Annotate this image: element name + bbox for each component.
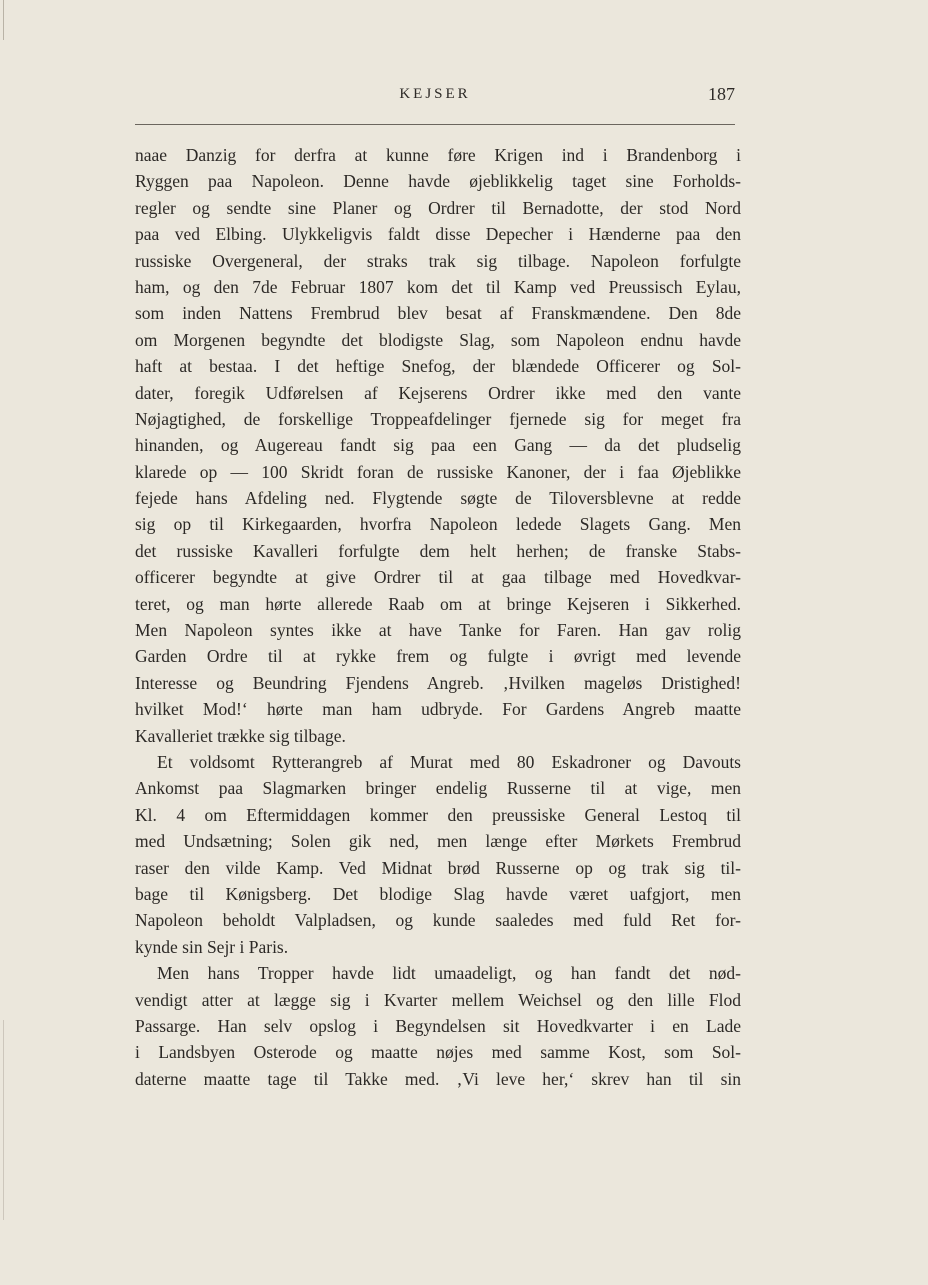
scan-edge-mark	[3, 0, 4, 40]
text-line: ham, og den 7de Februar 1807 kom det til Kamp ved Preussisch Eylau,	[135, 276, 741, 297]
text-line: dater, foregik Udførelsen af Kejserens Ordrer ikke med den vante	[135, 382, 741, 403]
text-line: Men Napoleon syntes ikke at have Tanke for Faren. Han gav rolig	[135, 620, 741, 641]
text-line: hinanden, og Augereau fandt sig paa een Gang — da det pludselig	[135, 435, 741, 456]
text-line: sig op til Kirkegaarden, hvorfra Napoleon ledede Slagets Gang. Men	[135, 514, 741, 535]
text-line: Nøjagtighed, de forskellige Troppeafdelinger fjernede sig for meget fra	[135, 408, 741, 429]
text-line: Garden Ordre til at rykke frem og fulgte i øvrigt med levende	[135, 646, 741, 667]
header-rule	[135, 124, 735, 125]
text-line: fejede hans Afdeling ned. Flygtende søgte de Tiloversblevne at redde	[135, 488, 741, 509]
text-line: Ankomst paa Slagmarken bringer endelig Russerne til at vige, men	[135, 778, 741, 799]
text-line: vendigt atter at lægge sig i Kvarter mellem Weichsel og den lille Flod	[135, 989, 741, 1010]
page-number: 187	[708, 84, 735, 104]
scan-edge-mark	[3, 1020, 4, 1220]
text-line: paa ved Elbing. Ulykkeligvis faldt disse Depecher i Hænderne paa den	[135, 224, 741, 245]
body-text	[135, 142, 741, 1092]
text-line: daterne maatte tage til Takke med. ‚Vi leve her,‘ skrev han til sin	[135, 1068, 741, 1089]
text-line: med Undsætning; Solen gik ned, men længe efter Mørkets Frembrud	[135, 831, 741, 852]
text-line: Kavalleriet trække sig tilbage.	[135, 725, 346, 746]
running-head: KEJSER	[399, 86, 471, 102]
text-line: naae Danzig for derfra at kunne føre Krigen ind i Brandenborg i	[135, 145, 741, 165]
text-line: som inden Nattens Frembrud blev besat af Franskmændene. Den 8de	[135, 303, 741, 324]
text-line: klarede op — 100 Skridt foran de russiske Kanoner, der i faa Øjeblikke	[135, 461, 741, 482]
text-line: Ryggen paa Napoleon. Denne havde øjeblikkelig taget sine Forholds-	[135, 171, 741, 192]
text-line: hvilket Mod!‘ hørte man ham udbryde. For Gardens Angreb maatte	[135, 699, 741, 720]
text-line: haft at bestaa. I det heftige Snefog, der blændede Officerer og Sol-	[135, 356, 741, 377]
text-line: om Morgenen begyndte det blodigste Slag, som Napoleon endnu havde	[135, 329, 741, 350]
text-line: officerer begyndte at give Ordrer til at gaa tilbage med Hovedkvar-	[135, 567, 741, 588]
text-line: bage til Kønigsberg. Det blodige Slag havde været uafgjort, men	[135, 883, 741, 904]
text-line: teret, og man hørte allerede Raab om at bringe Kejseren i Sikkerhed.	[135, 593, 741, 614]
text-line: regler og sendte sine Planer og Ordrer til Bernadotte, der stod Nord	[135, 197, 741, 218]
text-line: Passarge. Han selv opslog i Begyndelsen sit Hovedkvarter i en Lade	[135, 1015, 741, 1036]
text-line: Kl. 4 om Eftermiddagen kommer den preussiske General Lestoq til	[135, 804, 741, 825]
text-line: russiske Overgeneral, der straks trak sig tilbage. Napoleon forfulgte	[135, 250, 741, 271]
text-line: Men hans Tropper havde lidt umaadeligt, og han fandt det nød-	[157, 963, 741, 984]
text-line: Interesse og Beundring Fjendens Angreb. ‚Hvilken mageløs Dristighed!	[135, 672, 741, 693]
text-line: raser den vilde Kamp. Ved Midnat brød Russerne op og trak sig til-	[135, 857, 741, 878]
text-line: det russiske Kavalleri forfulgte dem helt herhen; de franske Stabs-	[135, 540, 741, 561]
text-line: Et voldsomt Rytterangreb af Murat med 80 Eskadroner og Davouts	[157, 751, 741, 772]
page-header	[135, 84, 735, 112]
text-line: Napoleon beholdt Valpladsen, og kunde saaledes med fuld Ret for-	[135, 910, 741, 931]
text-line: i Landsbyen Osterode og maatte nøjes med samme Kost, som Sol-	[135, 1042, 741, 1063]
text-line: kynde sin Sejr i Paris.	[135, 936, 289, 957]
